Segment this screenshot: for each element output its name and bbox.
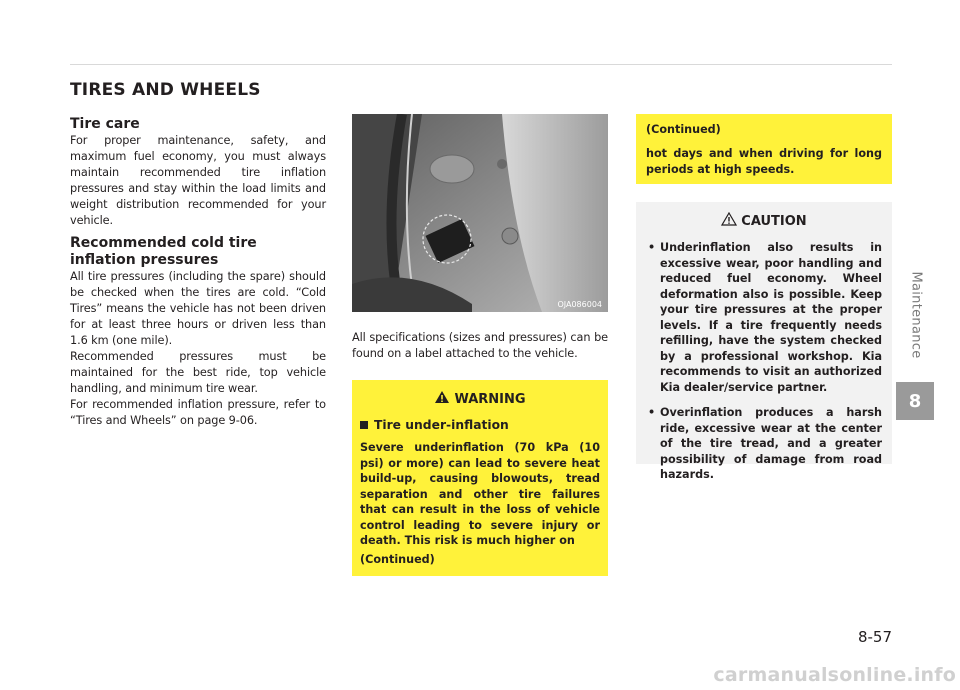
- column-right: [636, 114, 892, 481]
- warning-title: WARNING: [454, 391, 526, 407]
- chapter-tab-label: [896, 250, 936, 380]
- chapter-tab-text: Maintenance: [908, 271, 924, 359]
- page-number: 8-57: [857, 628, 892, 646]
- caution-triangle-icon: [721, 212, 737, 230]
- caution-item-text: Underinflation also results in excessive wear, poor handling and reduced fuel economy. Wheel deformation also is possible. Keep your tire pressures at the proper levels. If a tire frequently needs refilling, have the system checked by a professional workshop. Kia recommends to visit an authorized Kia dealer/service partner.: [660, 241, 882, 394]
- chapter-number-tab: 8: [896, 382, 934, 420]
- square-bullet-icon: [360, 421, 368, 429]
- caution-item: [646, 405, 882, 483]
- bullet-icon: •: [648, 241, 656, 254]
- watermark: carmanualsonline.info: [713, 664, 956, 686]
- continued-label: (Continued): [646, 123, 721, 136]
- column-left: [70, 116, 326, 429]
- continued-body: hot days and when driving for long periods at high speeds.: [646, 147, 882, 176]
- warning-triangle-icon: [434, 390, 450, 408]
- bullet-icon: •: [648, 406, 656, 419]
- recommended-paragraph-1: All tire pressures (including the spare) should be checked when the tires are cold. “Cold Tires” means the vehicle has not been driven for at least three hours or driven less than 1.6 km (one mile).: [70, 270, 326, 347]
- section-title: TIRES AND WHEELS: [70, 80, 261, 100]
- tire-care-body: For proper maintenance, safety, and maximum fuel economy, you must always maintain recommended tire inflation pressures and stay within the load limits and weight distribution recommended for your vehicle.: [70, 134, 326, 227]
- warning-box: [352, 380, 608, 576]
- caution-item-text: Overinflation produces a harsh ride, excessive wear at the center of the tire tread, and a greater possibility of damage from road hazards.: [660, 406, 882, 481]
- tire-care-heading: Tire care: [70, 116, 140, 132]
- recommended-paragraph-2: Recommended pressures must be maintained for the best ride, top vehicle handling, and minimum tire wear.: [70, 350, 326, 395]
- header-rule: [70, 64, 892, 65]
- recommended-paragraph-3: For recommended inflation pressure, refer to “Tires and Wheels” on page 9-06.: [70, 398, 326, 427]
- warning-subheading-text: Tire under-inflation: [374, 418, 509, 432]
- continued-warning-box: [636, 114, 892, 184]
- caution-title: CAUTION: [741, 213, 807, 229]
- figure-code: OJA086004: [557, 300, 602, 309]
- warning-subheading: [360, 418, 600, 432]
- specifications-text: All specifications (sizes and pressures) can be found on a label attached to the vehicle.: [352, 331, 608, 360]
- warning-continued: (Continued): [360, 552, 435, 566]
- warning-body: Severe underinflation (70 kPa (10 psi) or more) can lead to severe heat build-up, causing blowouts, tread separation and other tire failures that can result in the loss of vehicle control leading to severe injury or death. This risk is much higher on: [360, 441, 600, 547]
- recommended-pressures-heading: Recommended cold tire inflation pressures: [70, 235, 257, 268]
- door-pillar-photo: [352, 114, 608, 312]
- warning-header: [360, 390, 600, 408]
- caution-header: [646, 212, 882, 230]
- caution-list: [646, 240, 882, 483]
- caution-item: [646, 240, 882, 395]
- caution-box: [636, 202, 892, 481]
- column-middle: [352, 114, 608, 576]
